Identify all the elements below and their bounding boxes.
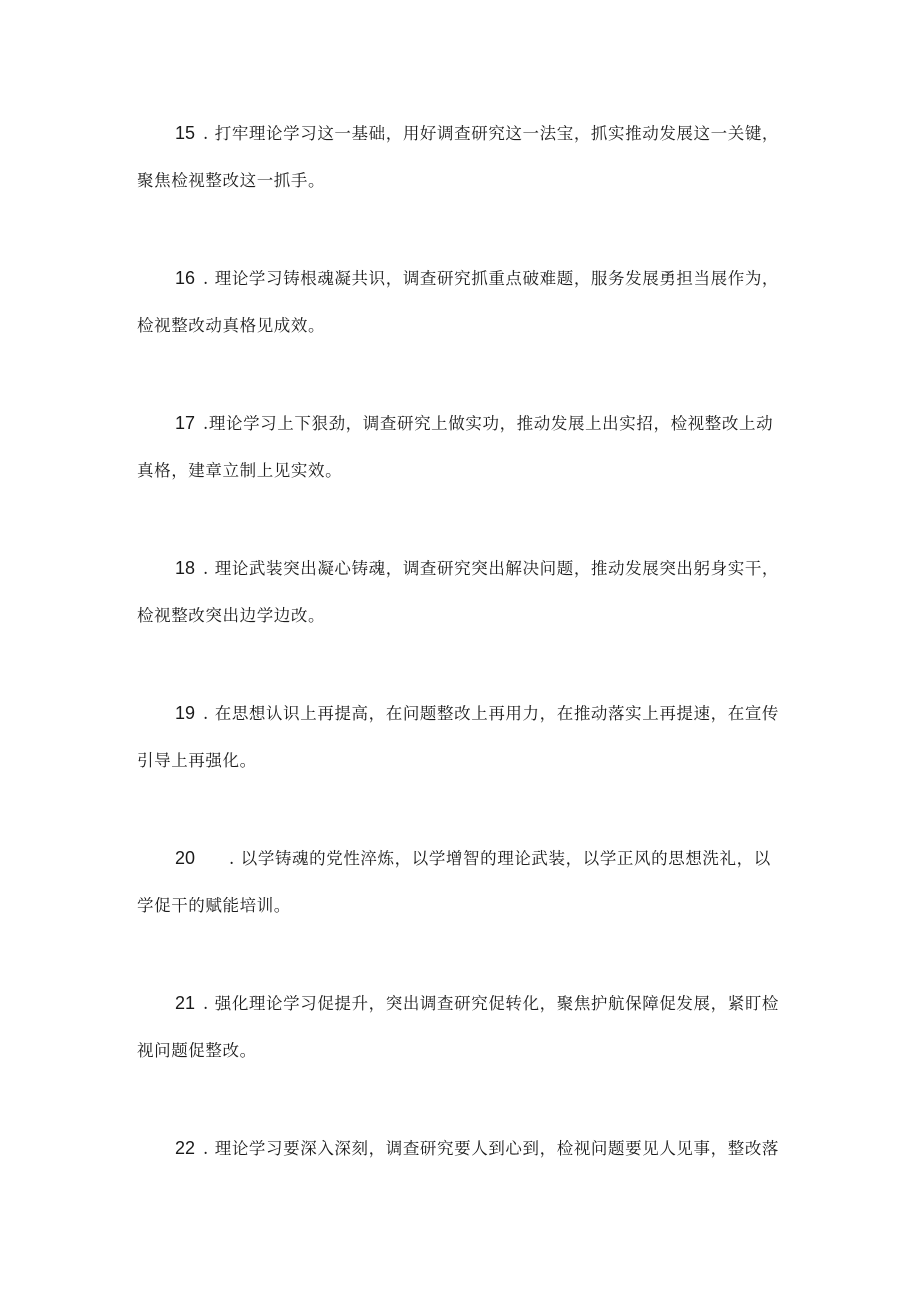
item-text: . 理论武装突出凝心铸魂，调查研究突出解决问题，推动发展突出躬身实干，: [203, 559, 780, 578]
list-item: [137, 266, 807, 338]
item-continuation-line: 引导上再强化。: [137, 751, 257, 770]
item-continuation-line: 聚焦检视整改这一抓手。: [137, 171, 326, 190]
item-number: 21: [175, 993, 196, 1013]
list-item: [137, 411, 807, 483]
item-continuation-line: 真格，建章立制上见实效。: [137, 461, 343, 480]
list-item: [137, 121, 807, 193]
item-text: . 打牢理论学习这一基础，用好调查研究这一法宝，抓实推动发展这一关键，: [203, 124, 780, 143]
item-continuation-line: 检视整改突出边学边改。: [137, 606, 326, 625]
list-item: [137, 846, 807, 918]
item-first-line: [137, 121, 807, 146]
item-number: 20: [175, 848, 196, 868]
item-first-line: [137, 411, 807, 436]
item-number: 17: [175, 413, 196, 433]
item-number: 18: [175, 558, 196, 578]
item-first-line: [137, 266, 807, 291]
item-text: . 理论学习要深入深刻，调查研究要人到心到，检视问题要见人见事，整改落: [203, 1139, 780, 1158]
item-number: 15: [175, 123, 196, 143]
list-item: [137, 1136, 807, 1184]
item-number: 22: [175, 1138, 196, 1158]
list-item: [137, 701, 807, 773]
item-first-line: [137, 1136, 807, 1161]
item-first-line: [137, 701, 807, 726]
item-number: 16: [175, 268, 196, 288]
list-item: [137, 556, 807, 628]
item-text: . 强化理论学习促提升，突出调查研究促转化，聚焦护航保障促发展，紧盯检: [203, 994, 780, 1013]
item-number: 19: [175, 703, 196, 723]
item-continuation-line: 检视整改动真格见成效。: [137, 316, 326, 335]
item-continuation-line: 视问题促整改。: [137, 1041, 257, 1060]
item-first-line: [137, 556, 807, 581]
list-item: [137, 991, 807, 1063]
item-text: . 以学铸魂的党性淬炼，以学增智的理论武装，以学正风的思想洗礼，以: [229, 849, 771, 868]
item-continuation-line: 学促干的赋能培训。: [137, 896, 291, 915]
item-first-line: [137, 991, 807, 1016]
item-text: . 理论学习铸根魂凝共识，调查研究抓重点破难题，服务发展勇担当展作为，: [203, 269, 780, 288]
item-text: . 在思想认识上再提高，在问题整改上再用力，在推动落实上再提速，在宣传: [203, 704, 780, 723]
item-first-line: [137, 846, 807, 871]
item-text: .理论学习上下狠劲，调查研究上做实功，推动发展上出实招，检视整改上动: [203, 414, 774, 433]
